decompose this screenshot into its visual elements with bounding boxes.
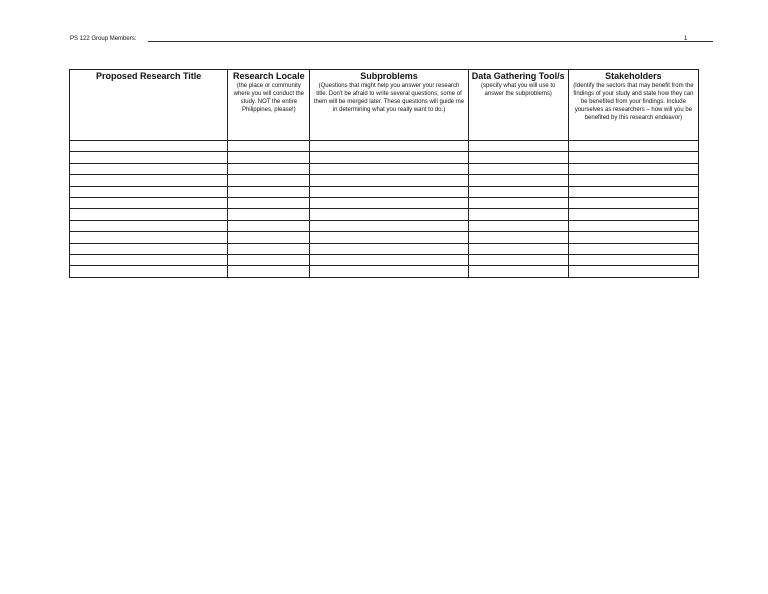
table-row — [70, 141, 699, 152]
table-cell[interactable] — [568, 152, 698, 163]
table-cell[interactable] — [568, 254, 698, 265]
table-cell[interactable] — [228, 243, 310, 254]
table-cell[interactable] — [310, 175, 468, 186]
table-row — [70, 163, 699, 174]
table-cell[interactable] — [310, 254, 468, 265]
table-cell[interactable] — [70, 175, 228, 186]
table-row — [70, 209, 699, 220]
table-cell[interactable] — [468, 163, 568, 174]
table-row — [70, 243, 699, 254]
table-cell[interactable] — [70, 152, 228, 163]
table-header-row — [70, 70, 699, 141]
column-title: Subproblems — [360, 71, 418, 81]
table-cell[interactable] — [70, 220, 228, 231]
table-cell[interactable] — [568, 220, 698, 231]
group-members-label: PS 122 Group Members: — [70, 36, 137, 42]
table-cell[interactable] — [310, 266, 468, 277]
table-cell[interactable] — [228, 186, 310, 197]
table-cell[interactable] — [228, 141, 310, 152]
table-row — [70, 266, 699, 277]
table-cell[interactable] — [70, 209, 228, 220]
table-cell[interactable] — [70, 243, 228, 254]
table-cell[interactable] — [228, 163, 310, 174]
table-cell[interactable] — [310, 163, 468, 174]
table-cell[interactable] — [228, 209, 310, 220]
table-cell[interactable] — [310, 141, 468, 152]
table-cell[interactable] — [228, 220, 310, 231]
column-header-data-gathering-tools — [468, 70, 568, 141]
column-title: Stakeholders — [605, 71, 662, 81]
column-note: (the place or community where you will conduct the study. NOT the entire Philippines, please!) — [233, 83, 304, 113]
table-body — [70, 141, 699, 278]
table-cell[interactable] — [468, 186, 568, 197]
column-header-stakeholders — [568, 70, 698, 141]
table-cell[interactable] — [468, 209, 568, 220]
table-cell[interactable] — [70, 141, 228, 152]
table-cell[interactable] — [568, 141, 698, 152]
table-cell[interactable] — [228, 175, 310, 186]
table-cell[interactable] — [310, 232, 468, 243]
column-header-research-locale — [228, 70, 310, 141]
table-cell[interactable] — [70, 186, 228, 197]
table-cell[interactable] — [468, 220, 568, 231]
page-number: 1 — [684, 36, 688, 42]
table-row — [70, 197, 699, 208]
table-row — [70, 152, 699, 163]
table-row — [70, 175, 699, 186]
table-cell[interactable] — [468, 141, 568, 152]
table-cell[interactable] — [568, 163, 698, 174]
table-cell[interactable] — [468, 175, 568, 186]
column-header-subproblems — [310, 70, 468, 141]
table-cell[interactable] — [568, 209, 698, 220]
table-cell[interactable] — [70, 232, 228, 243]
research-proposal-table — [69, 69, 699, 278]
table-cell[interactable] — [468, 232, 568, 243]
table-cell[interactable] — [468, 152, 568, 163]
column-title: Research Locale — [233, 71, 305, 81]
column-note: (specify what you will use to answer the subproblems) — [481, 83, 556, 97]
table-cell[interactable] — [228, 152, 310, 163]
table-cell[interactable] — [568, 266, 698, 277]
table-cell[interactable] — [468, 266, 568, 277]
table-cell[interactable] — [228, 232, 310, 243]
column-title: Proposed Research Title — [95, 71, 202, 81]
column-header-research-title — [70, 70, 228, 141]
table-cell[interactable] — [70, 197, 228, 208]
table-cell[interactable] — [568, 197, 698, 208]
table-cell[interactable] — [228, 197, 310, 208]
table-cell[interactable] — [310, 197, 468, 208]
table-cell[interactable] — [310, 152, 468, 163]
table-cell[interactable] — [310, 243, 468, 254]
table-row — [70, 220, 699, 231]
table-cell[interactable] — [568, 175, 698, 186]
table-cell[interactable] — [468, 197, 568, 208]
table-cell[interactable] — [70, 266, 228, 277]
table-row — [70, 186, 699, 197]
table-cell[interactable] — [468, 243, 568, 254]
table-cell[interactable] — [310, 220, 468, 231]
table-row — [70, 254, 699, 265]
table-cell[interactable] — [70, 163, 228, 174]
page-header — [70, 33, 690, 45]
column-note: (Questions that might help you answer your research title. Don't be afraid to write several questions, some of them will be merged later. These questions will guide me in determining what you really want to do.) — [313, 83, 465, 113]
table-cell[interactable] — [70, 254, 228, 265]
column-title: Data Gathering Tool/s — [471, 71, 565, 81]
group-members-input-line[interactable] — [148, 41, 713, 42]
table-cell[interactable] — [310, 186, 468, 197]
table-cell[interactable] — [568, 243, 698, 254]
table-cell[interactable] — [568, 186, 698, 197]
table-cell[interactable] — [228, 254, 310, 265]
column-note: (Identify the sectors that may benefit from the findings of your study and state how they can be benefited from your findings. Include yourselves as researchers – how will you be benefited by this research endeavor) — [573, 83, 694, 121]
table-cell[interactable] — [310, 209, 468, 220]
table-cell[interactable] — [568, 232, 698, 243]
table-cell[interactable] — [468, 254, 568, 265]
table-row — [70, 232, 699, 243]
table-cell[interactable] — [228, 266, 310, 277]
